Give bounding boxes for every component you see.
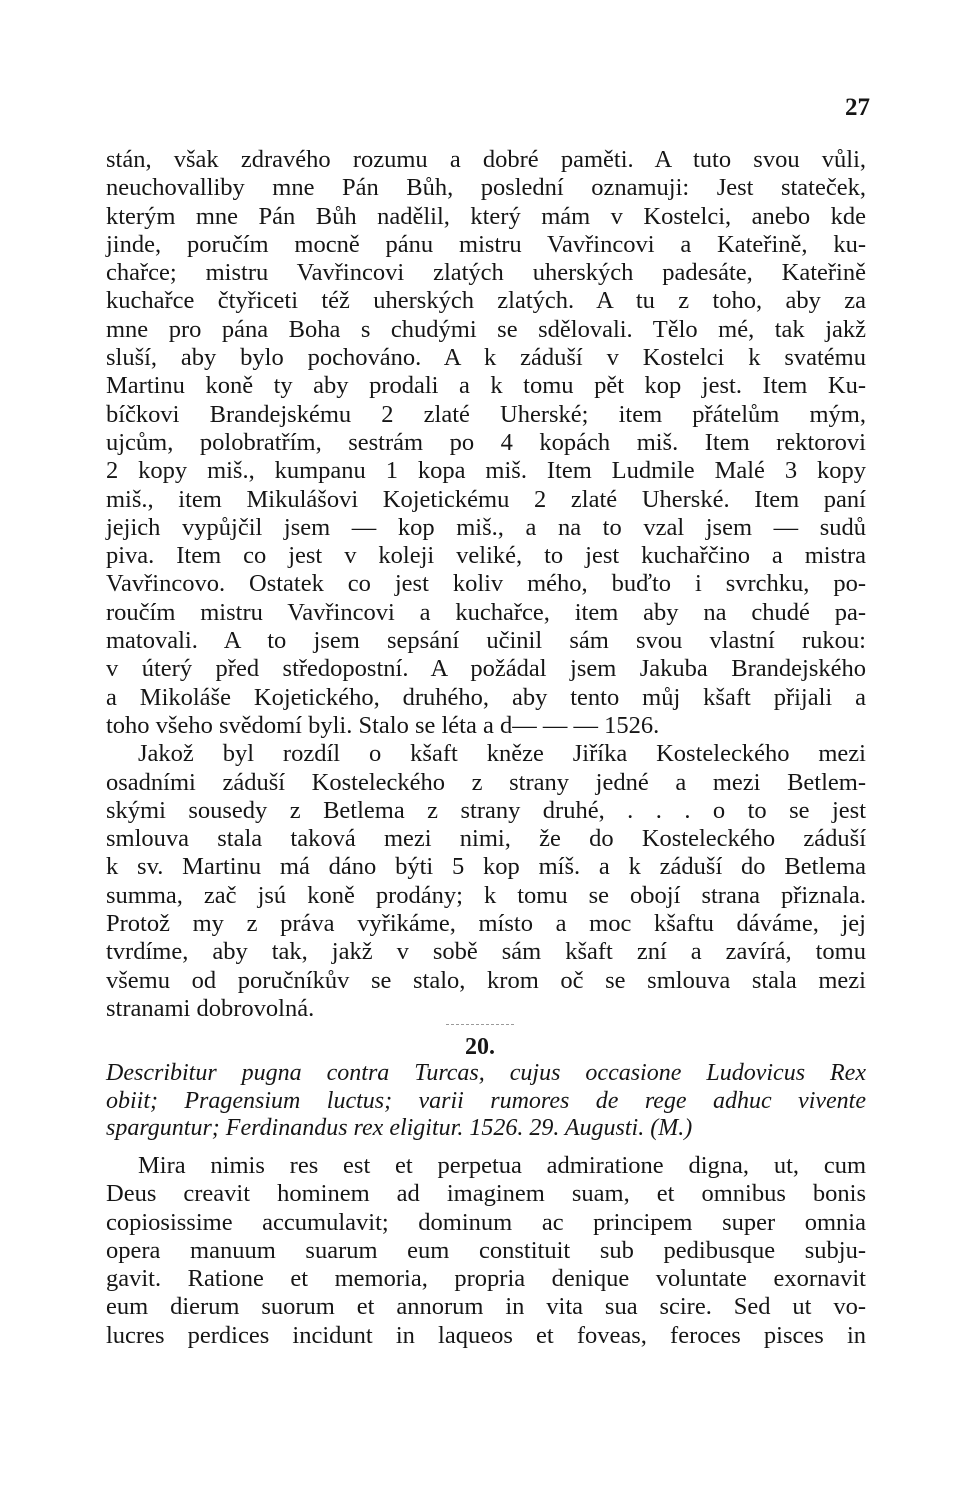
text-line: summa, zač jsú koně prodány; k tomu se obojí strana přiznala. <box>106 881 866 909</box>
section-divider <box>446 1024 514 1025</box>
text-line: piva. Item co jest v koleji veliké, to jest kuchařčino a mistra <box>106 542 866 570</box>
text-line: Mira nimis res est et perpetua admiratione digna, ut, cum <box>138 1152 866 1179</box>
text-line: chařce; mistru Vavřincovi zlatých uherských padesáte, Kateřině <box>106 259 866 287</box>
text-line: opera manuum suarum eum constituit sub pedibusque subju- <box>106 1236 866 1264</box>
text-line: sluší, aby bylo pochováno. A k záduší v Kostelci k svatému <box>106 344 866 372</box>
section-number: 20. <box>465 1034 495 1060</box>
text-line: ujcům, polobratřím, sestrám po 4 kopách miš. Item rektorovi <box>106 428 866 456</box>
section-heading <box>106 1060 866 1143</box>
text-line: Deus creavit hominem ad imaginem suam, et omnibus bonis <box>106 1180 866 1208</box>
text-line: skými sousedy z Betlema z strany druhé, . . . o to se jest <box>106 796 866 824</box>
text-line: Martinu koně ty aby prodali a k tomu pět kop jest. Item Ku- <box>106 372 866 400</box>
text-line: kuchařce čtyřiceti též uherských zlatých. A tu z toho, aby za <box>106 287 866 315</box>
text-line: smlouva stala taková mezi nimi, že do Kosteleckého záduší <box>106 825 866 853</box>
text-line: toho všeho svědomí byli. Stalo se léta a d— — — 1526. <box>106 711 660 739</box>
text-line: Protož my z práva vyřikáme, místo a moc kšaftu dáváme, jej <box>106 910 866 938</box>
text-line: miš., item Mikulášovi Kojetickému 2 zlaté Uherské. Item paní <box>106 485 866 513</box>
paragraph-latin <box>106 1152 866 1350</box>
text-line: copiosissime accumulavit; dominum ac principem super omnia <box>106 1208 866 1236</box>
text-line: lucres perdices incidunt in laqueos et foveas, feroces pisces in <box>106 1321 866 1349</box>
text-line: Vavřincovo. Ostatek co jest koliv mého, buďto i svrchku, po- <box>106 570 866 598</box>
text-line: stranami dobrovolná. <box>106 994 315 1022</box>
heading-line: obiit; Pragensium luctus; varii rumores de rege adhuc vivente <box>106 1087 866 1114</box>
text-line: a Mikoláše Kojetického, druhého, aby tento můj kšaft přijali a <box>106 683 866 711</box>
text-line: eum dierum suorum et annorum in vita sua scire. Sed ut vo- <box>106 1293 866 1321</box>
text-line: mne pro pána Boha s chudými se sdělovali. Tělo mé, tak jakž <box>106 315 866 343</box>
text-line: v úterý před středopostní. A požádal jsem Jakuba Brandejského <box>106 655 866 683</box>
text-line: 2 kopy miš., kumpanu 1 kopa miš. Item Ludmile Malé 3 kopy <box>106 457 866 485</box>
text-line: gavit. Ratione et memoria, propria denique voluntate exornavit <box>106 1265 866 1293</box>
text-line: jejich vypůjčil jsem — kop miš., a na to vzal jsem — sudů <box>106 513 866 541</box>
text-line: všemu od poručníkův se stalo, krom oč se smlouva stala mezi <box>106 966 866 994</box>
text-line: bíčkovi Brandejskému 2 zlaté Uherské; item přátelům mým, <box>106 400 866 428</box>
text-line: stán, však zdravého rozumu a dobré paměti. A tuto svou vůli, <box>106 146 866 173</box>
text-line: jinde, poručím mocně pánu mistru Vavřincovi a Kateřině, ku- <box>106 230 866 258</box>
heading-line: Describitur pugna contra Turcas, cujus occasione Ludovicus Rex <box>106 1060 866 1086</box>
text-line: osadními záduší Kosteleckého z strany jedné a mezi Betlem- <box>106 768 866 796</box>
page-number: 27 <box>845 94 870 121</box>
heading-line: sparguntur; Ferdinandus rex eligitur. 1526. 29. Augusti. (M.) <box>106 1115 693 1142</box>
text-line: Jakož byl rozdíl o kšaft kněze Jiříka Kosteleckého mezi <box>138 740 866 768</box>
paragraph-testament <box>106 146 866 1023</box>
text-line: kterým mne Pán Bůh nadělil, který mám v Kostelci, anebo kde <box>106 202 866 230</box>
text-line: k sv. Martinu má dáno býti 5 kop míš. a k záduší do Betlema <box>106 853 866 881</box>
text-line: matovali. A to jsem sepsání učinil sám svou vlastní rukou: <box>106 627 866 655</box>
text-line: roučím mistru Vavřincovi a kuchařce, item aby na chudé pa- <box>106 598 866 626</box>
text-line: neuchovalliby mne Pán Bůh, poslední oznamuji: Jest stateček, <box>106 174 866 202</box>
text-line: tvrdíme, aby tak, jakž v sobě sám kšaft zní a zavírá, tomu <box>106 938 866 966</box>
